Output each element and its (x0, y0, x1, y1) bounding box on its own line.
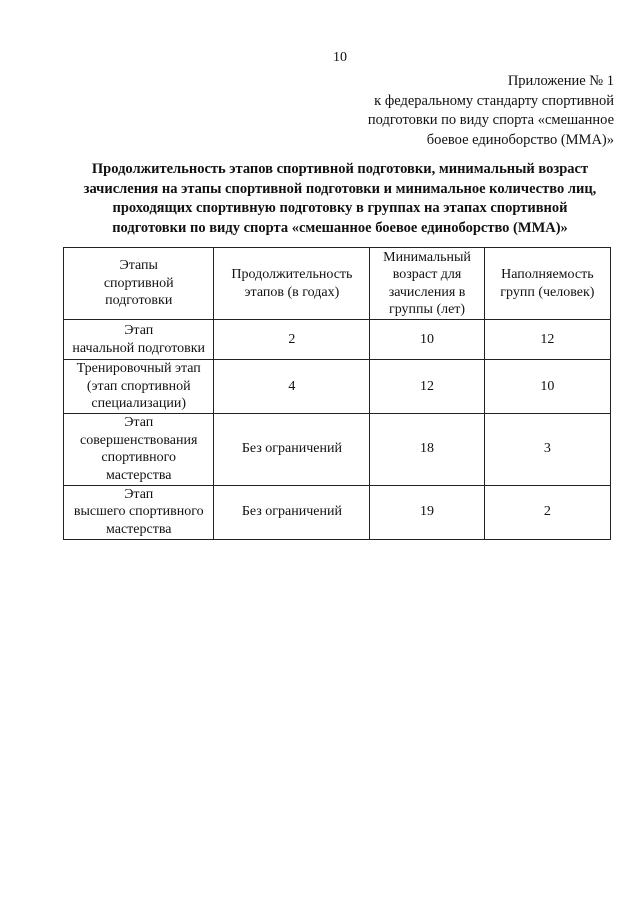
table-header-row (64, 248, 611, 320)
cell-stage: Этап совершенствования спортивного мастерства (64, 413, 214, 485)
cell-duration: Без ограничений (214, 413, 370, 485)
cell-duration: 2 (214, 320, 370, 360)
cell-group-size: 2 (484, 485, 610, 539)
table-row (64, 320, 611, 360)
cell-duration: Без ограничений (214, 485, 370, 539)
table-row (64, 485, 611, 539)
appendix-line: Приложение № 1 (507, 73, 614, 89)
appendix-note (284, 72, 614, 150)
table-row (64, 413, 611, 485)
title-line: подготовки по виду спорта «смешанное боевое единоборство (ММА)» (112, 219, 568, 236)
cell-stage: Этап высшего спортивного мастерства (64, 485, 214, 539)
header-group-size: Наполняемость групп (человек) (484, 248, 610, 320)
title-line: Продолжительность этапов спортивной подготовки, минимальный возраст (91, 161, 589, 177)
cell-min-age: 10 (370, 320, 484, 360)
page-number: 10 (333, 50, 347, 65)
cell-stage: Этап начальной подготовки (64, 320, 214, 360)
appendix-line: к федеральному стандарту спортивной (374, 92, 614, 109)
cell-group-size: 10 (484, 360, 610, 414)
cell-min-age: 12 (370, 360, 484, 414)
document-title (40, 160, 640, 238)
table-row (64, 360, 611, 414)
appendix-line: боевое единоборство (ММА)» (426, 131, 614, 148)
cell-group-size: 3 (484, 413, 610, 485)
title-line: проходящих спортивную подготовку в группах на этапах спортивной (112, 200, 568, 216)
cell-min-age: 19 (370, 485, 484, 539)
header-min-age: Минимальный возраст для зачисления в группы (лет) (370, 248, 484, 320)
title-line: зачисления на этапы спортивной подготовки и минимальное количество лиц, (83, 180, 597, 197)
stages-table (63, 247, 611, 540)
cell-stage: Тренировочный этап (этап спортивной специализации) (64, 360, 214, 414)
header-stages: Этапы спортивной подготовки (64, 248, 214, 320)
cell-duration: 4 (214, 360, 370, 414)
cell-group-size: 12 (484, 320, 610, 360)
appendix-line: подготовки по виду спорта «смешанное (367, 112, 614, 128)
header-duration: Продолжительность этапов (в годах) (214, 248, 370, 320)
cell-min-age: 18 (370, 413, 484, 485)
